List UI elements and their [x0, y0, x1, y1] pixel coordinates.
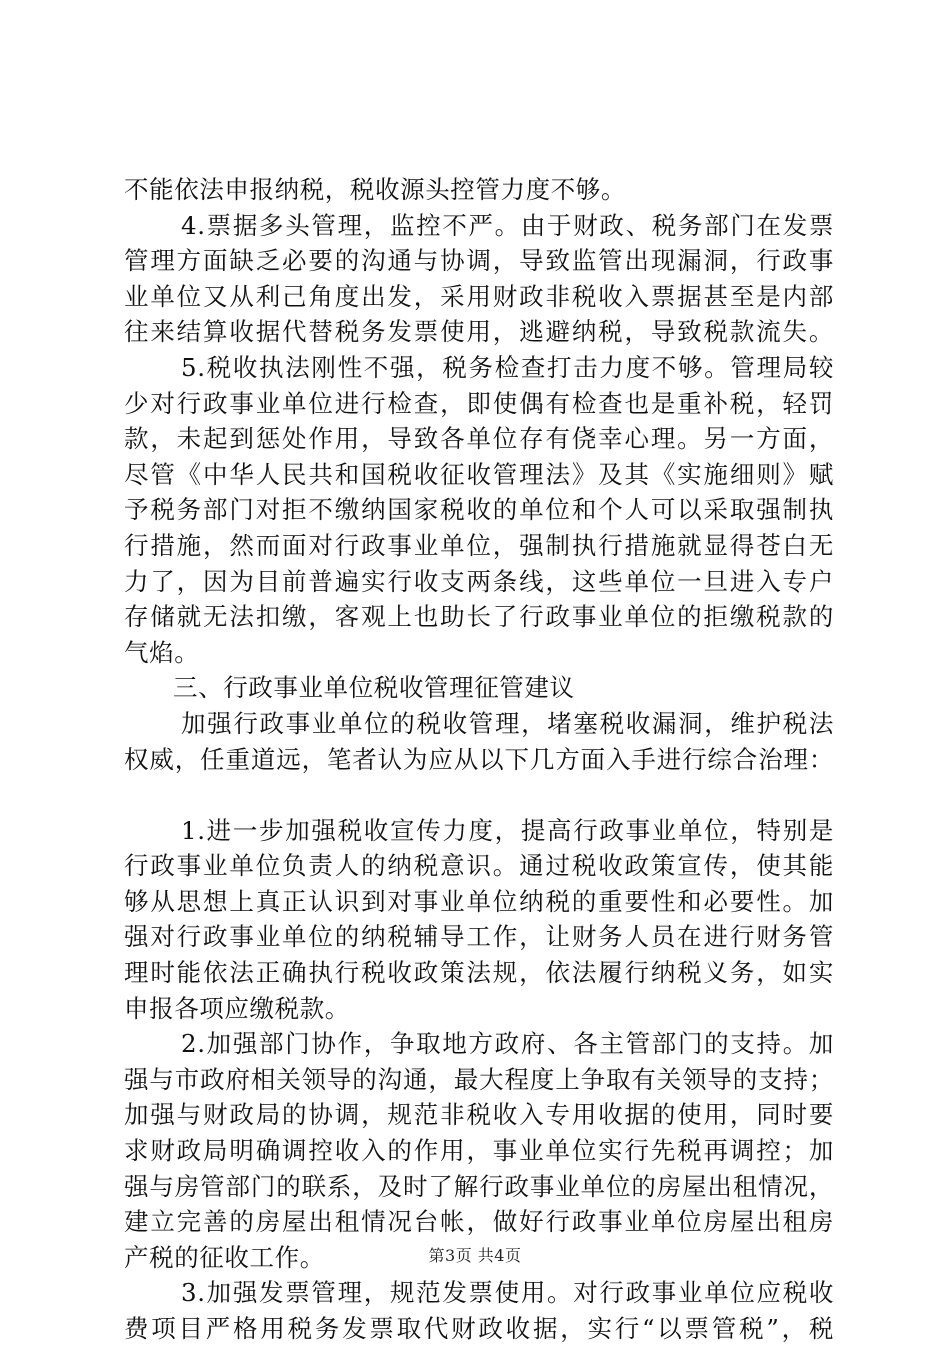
document-body [124, 172, 834, 1347]
paragraph-line: 行政事业单位负责人的纳税意识。通过税收政策宣传，使其能 [124, 851, 834, 881]
paragraph-line: 强与房管部门的联系，及时了解行政事业单位的房屋出租情况， [124, 1171, 834, 1201]
section-heading: 三、行政事业单位税收管理征管建议 [173, 673, 575, 703]
paragraph-line: 少对行政事业单位进行检查，即使偶有检查也是重补税，轻罚 [124, 388, 834, 418]
paragraph-line: 强对行政事业单位的纳税辅导工作，让财务人员在进行财务管 [124, 922, 834, 952]
paragraph-line: 2.加强部门协作，争取地方政府、各主管部门的支持。加 [181, 1029, 834, 1059]
paragraph-line: 往来结算收据代替税务发票使用，逃避纳税，导致税款流失。 [124, 317, 834, 347]
page-footer: 第3页 共4页 [428, 1246, 522, 1265]
paragraph-line: 4.票据多头管理，监控不严。由于财政、税务部门在发票 [181, 210, 834, 240]
paragraph-line: 业单位又从利己角度出发，采用财政非税收入票据甚至是内部 [124, 281, 834, 311]
paragraph-line: 行措施，然而面对行政事业单位，强制执行措施就显得苍白无 [124, 530, 834, 560]
paragraph-line: 费项目严格用税务发票取代财政收据，实行“以票管税”，税 [124, 1314, 834, 1343]
paragraph-line: 力了，因为目前普遍实行收支两条线，这些单位一旦进入专户 [124, 566, 834, 596]
paragraph-line: 加强行政事业单位的税收管理，堵塞税收漏洞，维护税法 [181, 708, 834, 738]
paragraph-line: 理时能依法正确执行税收政策法规，依法履行纳税义务，如实 [124, 958, 834, 988]
paragraph-line: 求财政局明确调控收入的作用，事业单位实行先税再调控；加 [124, 1136, 834, 1166]
paragraph-line: 强与市政府相关领导的沟通，最大程度上争取有关领导的支持； [124, 1064, 834, 1094]
paragraph-line: 权威，任重道远，笔者认为应从以下几方面入手进行综合治理： [124, 744, 834, 774]
paragraph-line: 5.税收执法刚性不强，税务检查打击力度不够。管理局较 [181, 352, 834, 382]
paragraph-line: 存储就无法扣缴，客观上也助长了行政事业单位的拒缴税款的 [124, 602, 834, 632]
paragraph-line: 予税务部门对拒不缴纳国家税收的单位和个人可以采取强制执 [124, 495, 834, 525]
blank-line [124, 777, 834, 813]
paragraph-line: 产税的征收工作。 [124, 1242, 325, 1272]
paragraph-line: 1.进一步加强税收宣传力度，提高行政事业单位，特别是 [181, 815, 834, 845]
paragraph-line: 款，未起到惩处作用，导致各单位存有侥幸心理。另一方面， [124, 424, 834, 454]
paragraph-line: 不能依法申报纳税，税收源头控管力度不够。 [124, 175, 626, 204]
paragraph-line: 申报各项应缴税款。 [124, 993, 350, 1023]
paragraph-line: 够从思想上真正认识到对事业单位纳税的重要性和必要性。加 [124, 886, 834, 916]
paragraph-line: 建立完善的房屋出租情况台帐，做好行政事业单位房屋出租房 [124, 1207, 834, 1237]
paragraph-line: 3.加强发票管理，规范发票使用。对行政事业单位应税收 [181, 1278, 834, 1308]
paragraph-line: 管理方面缺乏必要的沟通与协调，导致监管出现漏洞，行政事 [124, 246, 834, 276]
paragraph-line: 尽管《中华人民共和国税收征收管理法》及其《实施细则》赋 [124, 459, 834, 489]
paragraph-line: 加强与财政局的协调，规范非税收入专用收据的使用，同时要 [124, 1100, 834, 1130]
paragraph-line: 气焰。 [124, 637, 200, 667]
